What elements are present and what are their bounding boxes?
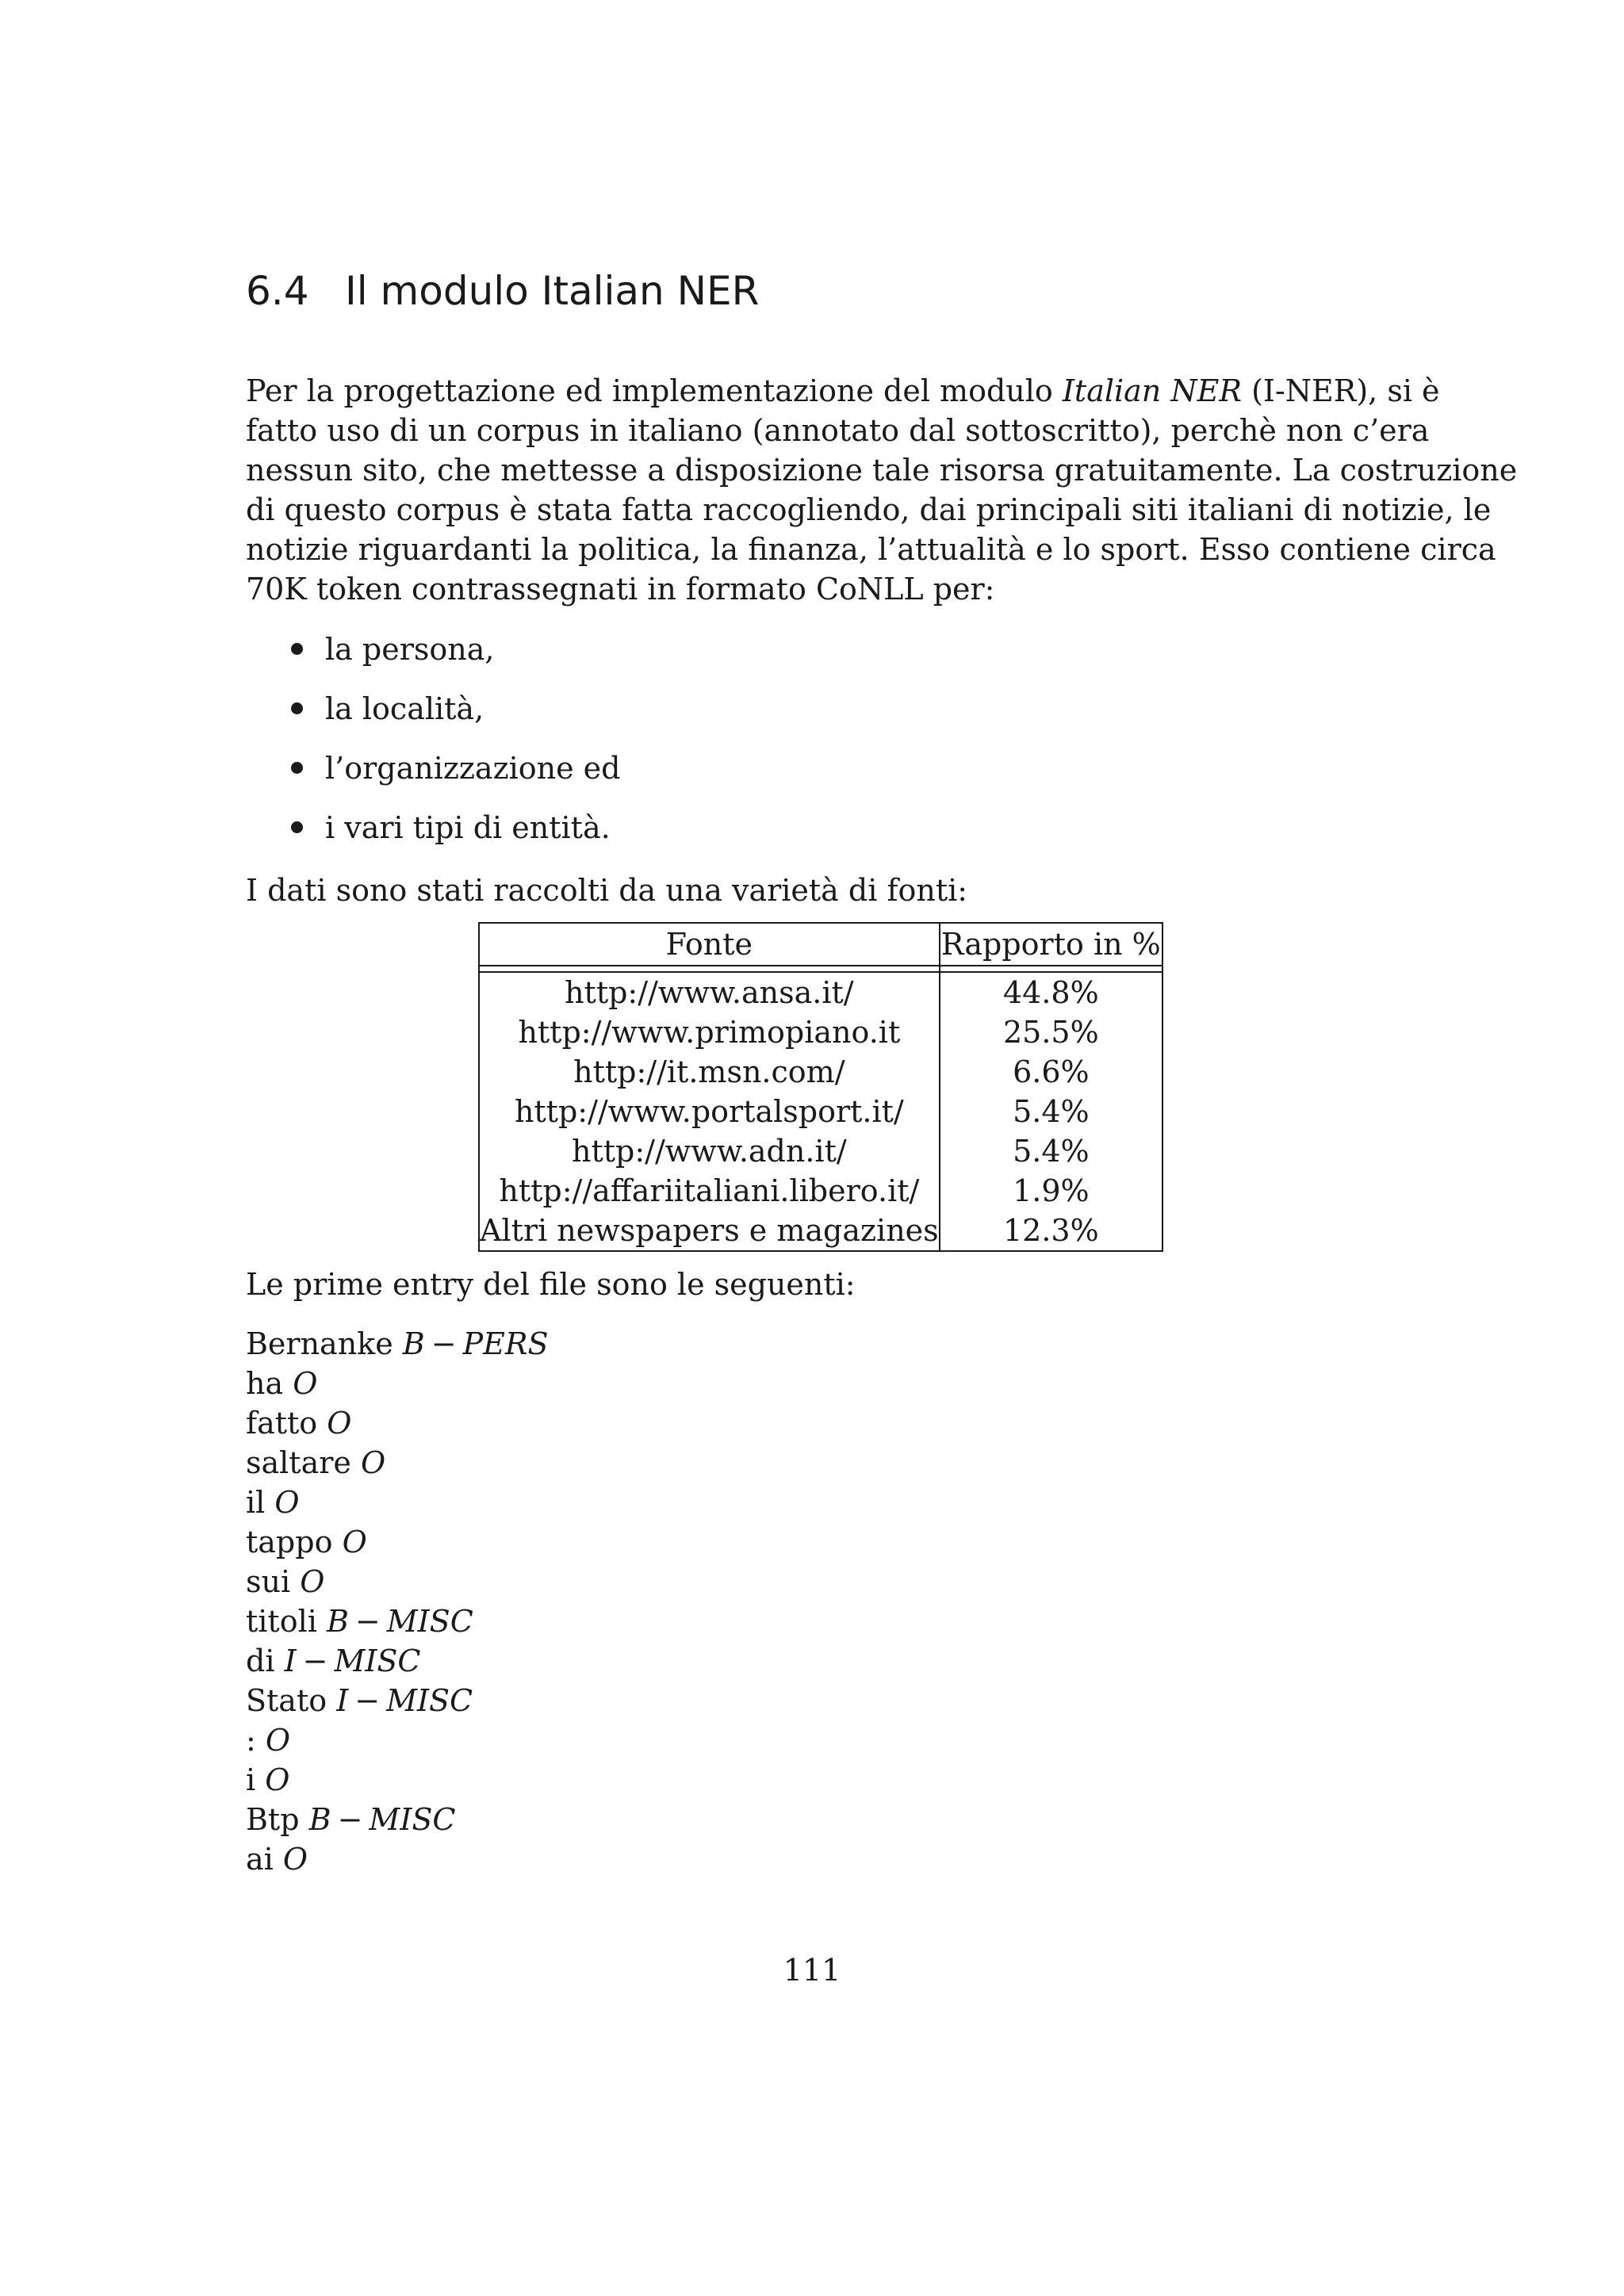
entry-token: saltare: [246, 1445, 351, 1480]
entry-tag-separator: −: [337, 1802, 363, 1837]
entry-token: Bernanke: [246, 1326, 393, 1361]
entry-tag: [343, 1525, 367, 1559]
list-item: [246, 629, 621, 689]
intro-line-6: 70K token contrassegnati in formato CoNLL per:: [246, 572, 995, 607]
entry-token: fatto: [246, 1406, 318, 1441]
sources-intro: I dati sono stati raccolti da una varietà di fonti:: [246, 873, 968, 908]
entry-tag: [309, 1802, 456, 1837]
entry-token: :: [246, 1723, 256, 1758]
section-number: 6.4: [246, 268, 309, 314]
entry-tag-type: MISC: [369, 1802, 456, 1837]
list-item: [246, 1324, 549, 1364]
entry-tag-type: O: [274, 1485, 300, 1520]
bullet-icon: [291, 643, 303, 655]
conll-entries-list: [246, 1324, 549, 1879]
table-row: [479, 1171, 1162, 1211]
list-item: [246, 1483, 549, 1522]
header-ratio: Rapporto in %: [940, 923, 1162, 966]
entry-tag-prefix: B: [402, 1326, 425, 1361]
list-item: [246, 1601, 549, 1641]
italian-ner-term: Italian NER: [1062, 373, 1242, 408]
entry-tag-type: PERS: [462, 1326, 549, 1361]
entry-token: Stato: [246, 1683, 327, 1718]
entry-tag-separator: −: [354, 1683, 381, 1718]
table-row: [479, 972, 1162, 1012]
entry-tag-prefix: B: [326, 1604, 349, 1639]
entry-token: Btp: [246, 1802, 300, 1837]
header-separator: [479, 966, 1162, 972]
ratio-cell: 44.8%: [940, 972, 1162, 1012]
entry-tag-type: O: [265, 1762, 290, 1797]
table-row: [479, 1052, 1162, 1092]
list-item: [246, 1364, 549, 1403]
entry-tag: [274, 1485, 299, 1520]
list-item: [246, 1720, 549, 1760]
header-source: Fonte: [479, 923, 940, 966]
entry-tag: [293, 1366, 317, 1401]
list-item: [246, 1681, 549, 1720]
ratio-cell: 6.6%: [940, 1052, 1162, 1092]
entry-token: di: [246, 1644, 275, 1678]
list-item: [246, 1403, 549, 1443]
entry-tag: [285, 1644, 421, 1678]
entry-tag-type: O: [265, 1723, 291, 1758]
entry-tag-separator: −: [302, 1644, 328, 1678]
section-heading: [246, 263, 759, 319]
entry-tag-separator: −: [431, 1326, 457, 1361]
list-item-text: la persona,: [325, 632, 495, 667]
entry-tag: [327, 1406, 351, 1441]
source-cell: http://www.ansa.it/: [479, 972, 940, 1012]
entry-token: ha: [246, 1366, 284, 1401]
list-item: [246, 1800, 549, 1839]
entry-tag-type: O: [300, 1564, 325, 1599]
list-item-text: la località,: [325, 691, 485, 726]
table-row: [479, 1211, 1162, 1251]
entry-tag: [300, 1564, 324, 1599]
table-row: [479, 1092, 1162, 1131]
intro-line-2: fatto uso di un corpus in italiano (annotato dal sottoscritto), perchè non c’era: [246, 413, 1430, 448]
entry-tag-type: O: [327, 1406, 352, 1441]
list-item: [246, 1562, 549, 1601]
table-header-row: [479, 923, 1162, 966]
entry-token: ai: [246, 1842, 274, 1877]
source-cell: http://www.portalsport.it/: [479, 1092, 940, 1131]
entry-tag-type: MISC: [334, 1644, 421, 1678]
intro-line-5: notizie riguardanti la politica, la finanza, l’attualità e lo sport. Esso contiene circa: [246, 532, 1496, 567]
entry-tag: [283, 1842, 308, 1877]
list-item: [246, 1522, 549, 1562]
entity-type-list: [246, 629, 621, 867]
entry-tag-type: O: [342, 1525, 367, 1559]
ratio-cell: 5.4%: [940, 1092, 1162, 1131]
entry-tag-type: O: [293, 1366, 318, 1401]
list-item: [246, 1760, 549, 1800]
list-item: [246, 1443, 549, 1483]
list-item: [246, 1839, 549, 1879]
bullet-icon: [291, 702, 303, 714]
entries-intro: Le prime entry del file sono le seguenti:: [246, 1267, 856, 1302]
entry-tag: [361, 1445, 385, 1480]
page-number: 111: [783, 1953, 841, 1988]
source-cell: http://www.adn.it/: [479, 1131, 940, 1171]
entry-token: titoli: [246, 1604, 317, 1639]
entry-tag-prefix: B: [308, 1802, 331, 1837]
intro-line-1-start: Per la progettazione ed implementazione del modulo: [246, 373, 1053, 408]
ratio-cell: 5.4%: [940, 1131, 1162, 1171]
entry-tag-separator: −: [354, 1604, 381, 1639]
bullet-icon: [291, 821, 303, 833]
entry-tag: [336, 1683, 473, 1718]
entry-tag: [265, 1762, 289, 1797]
list-item: [246, 689, 621, 748]
source-cell: Altri newspapers e magazines: [479, 1211, 940, 1251]
entry-tag-prefix: I: [284, 1644, 297, 1678]
list-item-text: i vari tipi di entità.: [325, 810, 611, 845]
entry-token: i: [246, 1762, 256, 1797]
ratio-cell: 1.9%: [940, 1171, 1162, 1211]
source-cell: http://www.primopiano.it: [479, 1012, 940, 1052]
ratio-cell: 12.3%: [940, 1211, 1162, 1251]
list-item: [246, 748, 621, 808]
source-cell: http://it.msn.com/: [479, 1052, 940, 1092]
entry-tag-type: MISC: [386, 1604, 473, 1639]
table-row: [479, 1131, 1162, 1171]
ratio-cell: 25.5%: [940, 1012, 1162, 1052]
list-item-text: l’organizzazione ed: [325, 751, 621, 786]
entry-tag-prefix: I: [336, 1683, 349, 1718]
list-item: [246, 1641, 549, 1681]
section-title: Il modulo Italian NER: [345, 268, 760, 314]
entry-token: tappo: [246, 1525, 333, 1559]
intro-paragraph: [246, 371, 1518, 609]
intro-line-3: nessun sito, che mettesse a disposizione tale risorsa gratuitamente. La costruzione: [246, 453, 1518, 488]
entry-tag-type: O: [360, 1445, 386, 1480]
sources-table: [478, 922, 1163, 1252]
sources-table-wrapper: [478, 922, 1163, 1252]
intro-line-1: [246, 371, 1440, 411]
entry-tag-type: O: [282, 1842, 308, 1877]
source-cell: http://affariitaliani.libero.it/: [479, 1171, 940, 1211]
entry-token: sui: [246, 1564, 291, 1599]
entry-tag-type: MISC: [386, 1683, 473, 1718]
entry-tag: [266, 1723, 290, 1758]
entry-token: il: [246, 1485, 266, 1520]
bullet-icon: [291, 762, 303, 774]
entry-tag: [327, 1604, 473, 1639]
list-item: [246, 808, 621, 867]
table-row: [479, 1012, 1162, 1052]
intro-line-4: di questo corpus è stata fatta raccogliendo, dai principali siti italiani di notizie, le: [246, 492, 1492, 527]
intro-line-1-end: (I-NER), si è: [1251, 373, 1440, 408]
entry-tag: [403, 1326, 549, 1361]
